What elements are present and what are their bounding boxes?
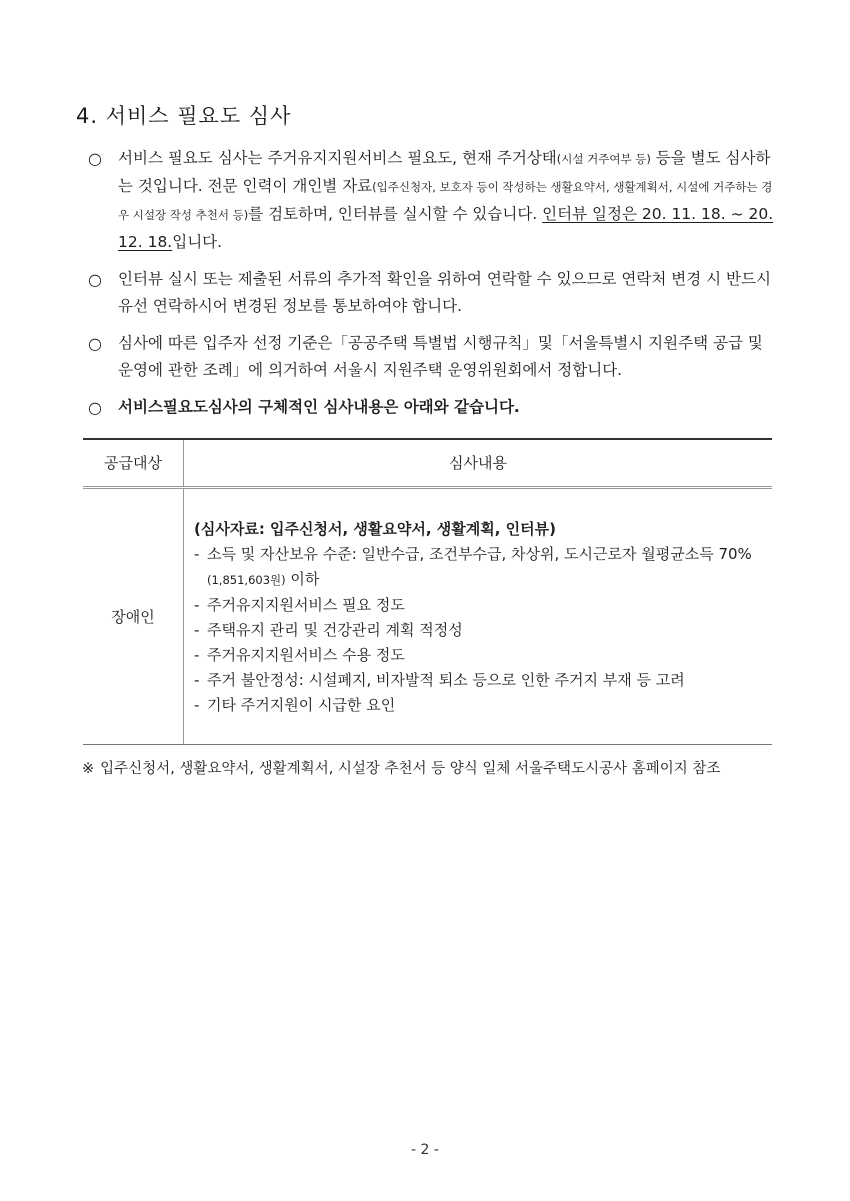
list-item-text: 소득 및 자산보유 수준: 일반수급, 조건부수급, 차상위, 도시근로자 월평균소득 70% xyxy=(207,544,752,563)
list-item xyxy=(194,693,772,718)
column-header-content: 심사내용 xyxy=(184,439,773,487)
bullet-small-text: (입주신청자, 보호자 등이 작성하는 생활요약서, 생활계획서, 시설에 거주하는 경우 시설장 작성 추천서 등) xyxy=(118,180,773,222)
bullet-text: 서비스필요도심사의 구체적인 심사내용은 아래와 같습니다. xyxy=(118,398,520,416)
bullet-text: 를 검토하며, 인터뷰를 실시할 수 있습니다. xyxy=(248,205,543,223)
list-item xyxy=(194,618,772,643)
section-number: 4. xyxy=(76,104,99,128)
table-header-row xyxy=(83,439,772,487)
bullet-text: 서비스 필요도 심사는 주거유지지원서비스 필요도, 현재 주거상태 xyxy=(118,149,557,167)
list-item xyxy=(194,668,772,693)
interview-schedule: 인터뷰 일정은 20. 11. 18. ~ 20. 12. 18. xyxy=(118,205,774,251)
dash-bullet: - xyxy=(194,595,200,614)
circle-bullet-icon: ○ xyxy=(88,398,102,417)
bullet-small-text: (시설 거주여부 등) xyxy=(556,152,651,166)
section-title: 서비스 필요도 심사 xyxy=(105,104,292,128)
note-text: 입주신청서, 생활요약서, 생활계획서, 시설장 추천서 등 양식 일체 서울주택도시공사 홈페이지 참조 xyxy=(100,761,721,777)
page-number: - 2 - xyxy=(411,1142,439,1158)
dash-bullet: - xyxy=(194,695,200,714)
column-header-target: 공급대상 xyxy=(83,439,184,487)
bullet-item-details-intro xyxy=(88,394,778,421)
table-row xyxy=(83,487,772,744)
circle-bullet-icon: ○ xyxy=(88,334,102,353)
list-item xyxy=(194,593,772,618)
bullet-text: 심사에 따른 입주자 선정 기준은「공공주택 특별법 시행규칙」및「서울특별시 지원주택 공급 및 운영에 관한 조례」에 의거하여 서울시 지원주택 운영위원회에서 정합니다. xyxy=(118,334,763,379)
reference-mark-icon: ※ xyxy=(82,761,95,777)
bullet-text: 등을 별도 심사하는 것입니다. 전문 인력이 개인별 자료 xyxy=(118,149,771,195)
bullet-text: 입니다. xyxy=(172,233,223,251)
list-item-text: 주거 불안정성: 시설폐지, 비자발적 퇴소 등으로 인한 주거지 부재 등 고려 xyxy=(207,670,685,689)
dash-bullet: - xyxy=(194,645,200,664)
list-item xyxy=(194,542,772,593)
list-item-text: 기타 주거지원이 시급한 요인 xyxy=(207,695,396,714)
bullet-text: 인터뷰 실시 또는 제출된 서류의 추가적 확인을 위하여 연락할 수 있으므로 연락처 변경 시 반드시 유선 연락하시어 변경된 정보를 통보하여야 합니다. xyxy=(118,270,771,315)
review-content-cell xyxy=(184,487,773,744)
circle-bullet-icon: ○ xyxy=(88,270,102,289)
income-amount: (1,851,603원) xyxy=(207,572,286,587)
list-item-text: 주택유지 관리 및 건강관리 계획 적정성 xyxy=(207,620,463,639)
dash-bullet: - xyxy=(194,544,200,563)
reference-note xyxy=(82,757,720,778)
list-item xyxy=(194,643,772,668)
bullet-list xyxy=(88,145,778,431)
list-item-text: 주거유지지원서비스 필요 정도 xyxy=(207,595,405,614)
list-item-text: 이하 xyxy=(285,569,320,588)
bullet-item-selection-criteria xyxy=(88,330,778,384)
section-heading xyxy=(76,100,291,130)
supply-target-cell: 장애인 xyxy=(83,487,184,744)
review-table xyxy=(83,438,772,745)
bullet-item-contact-change xyxy=(88,266,778,320)
review-materials-title: (심사자료: 입주신청서, 생활요약서, 생활계획, 인터뷰) xyxy=(194,519,556,538)
dash-bullet: - xyxy=(194,620,200,639)
circle-bullet-icon: ○ xyxy=(88,149,102,168)
bullet-item-review-overview xyxy=(88,145,778,256)
dash-bullet: - xyxy=(194,670,200,689)
list-item-text: 주거유지지원서비스 수용 정도 xyxy=(207,645,405,664)
